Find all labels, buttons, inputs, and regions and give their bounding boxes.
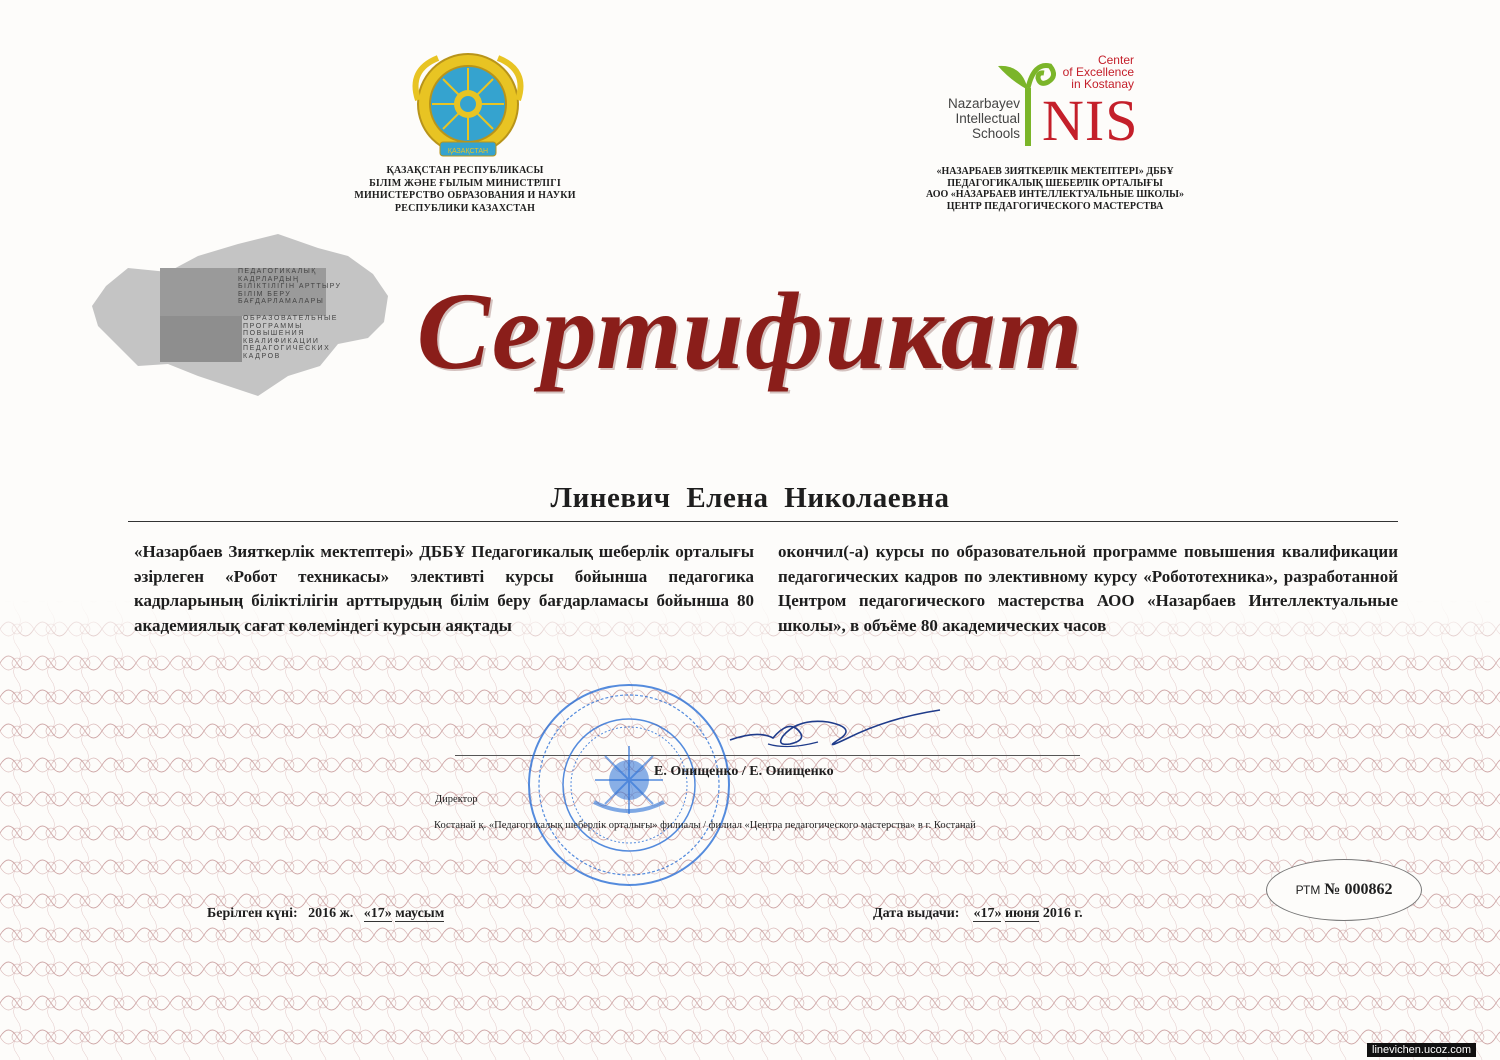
nis-caption-line: of Excellence <box>1062 65 1134 79</box>
program-ru-line: ПРОГРАММЫ <box>243 322 303 330</box>
ministry-line: МИНИСТЕРСТВО ОБРАЗОВАНИЯ И НАУКИ <box>354 190 576 201</box>
certificate-title: Сертификат <box>416 270 1084 392</box>
signatory-position: Директор <box>435 794 478 805</box>
program-kz-line: ПЕДАГОГИКАЛЫҚ <box>238 268 317 275</box>
recipient-name: Линевич Елена Николаевна <box>550 482 950 514</box>
issue-date-label: Берілген күні: <box>207 906 298 921</box>
watermark-url: linevichen.ucoz.com <box>1367 1043 1476 1057</box>
nis-caption-line: in Kostanay <box>1071 77 1134 91</box>
issue-date-kz <box>207 906 444 922</box>
nis-org-line: «НАЗАРБАЕВ ЗИЯТКЕРЛІК МЕКТЕПТЕРІ» ДББҰ <box>936 166 1174 177</box>
program-kz-line: БІЛІКТІЛІГІН АРТТЫРУ <box>238 283 342 291</box>
serial-number-badge <box>1266 859 1422 921</box>
nis-organization <box>905 166 1205 212</box>
nis-org-line: ПЕДАГОГИКАЛЫҚ ШЕБЕРЛІК ОРТАЛЫҒЫ <box>947 177 1163 189</box>
program-ru-line: ПЕДАГОГИЧЕСКИХ <box>243 345 331 353</box>
program-ru-line: ОБРАЗОВАТЕЛЬНЫЕ <box>243 315 339 322</box>
nis-name-line: Schools <box>971 126 1020 141</box>
name-underline <box>128 521 1398 522</box>
body-text-ru: окончил(-а) курсы по образовательной программе повышения квалификации педагогических кадров по элективному курсу «Робототехника», разработанной Центром педагогического мастерства АОО «Назарбаев Интеллектуальные школы», в объёме 80 академических часов <box>778 542 1398 635</box>
official-stamp-icon <box>524 680 734 890</box>
serial-number-sign: № <box>1324 881 1341 898</box>
emblem-text: ҚАЗАҚСТАН <box>447 148 489 155</box>
program-kz-line: КАДРЛАРДЫҢ <box>238 275 300 283</box>
issue-date-label: Дата выдачи: <box>873 906 960 921</box>
issue-date-month: маусым <box>395 906 445 921</box>
nis-org-line: АОО «НАЗАРБАЕВ ИНТЕЛЛЕКТУАЛЬНЫЕ ШКОЛЫ» <box>926 189 1184 200</box>
signatory-name: Е. Онищенко / Е. Онищенко <box>654 764 834 779</box>
kazakhstan-emblem-icon <box>408 50 528 162</box>
ministry-name <box>330 165 600 215</box>
issue-date-ru <box>873 906 1083 922</box>
program-kz-line: БАҒДАРЛАМАЛАРЫ <box>238 298 325 306</box>
issue-date-day: «17» <box>363 906 392 921</box>
ministry-line: РЕСПУБЛИКИ КАЗАХСТАН <box>394 202 536 214</box>
nis-name-line: Intellectual <box>955 111 1020 126</box>
nis-caption-line: Center <box>1097 53 1134 67</box>
body-text-kz: «Назарбаев Зияткерлік мектептері» ДББҰ Педагогикалық шеберлік орталығы әзірлеген «Робот техникасы» элективті курсы бойынша педагогика кадрларының біліктілігін арттырудың білім беру бағдарламасы бойынша 80 академиялық сағат көлеміндегі курсын аяқтады <box>134 542 754 635</box>
ministry-line: ҚАЗАҚСТАН РЕСПУБЛИКАСЫ <box>386 165 544 176</box>
issue-date-year: 2016 г. <box>1042 906 1083 921</box>
issue-date-month: июня <box>1004 906 1040 921</box>
nis-abbreviation: NIS <box>1042 88 1139 153</box>
issue-date-year: 2016 ж. <box>308 906 354 921</box>
issue-date-day: «17» <box>973 906 1002 921</box>
nis-logo <box>936 52 1171 152</box>
nis-caption <box>1056 54 1134 90</box>
program-ru-line: КВАЛИФИКАЦИИ <box>243 337 320 345</box>
ministry-line: БІЛІМ ЖӘНЕ ҒЫЛЫМ МИНИСТРЛІГІ <box>369 177 561 189</box>
program-ru-line: КАДРОВ <box>243 352 281 360</box>
program-ru-line: ПОВЫШЕНИЯ <box>243 330 305 338</box>
serial-number: 000862 <box>1344 881 1393 898</box>
program-kz-line: БІЛІМ БЕРУ <box>238 290 292 298</box>
issuing-branch: Костанай қ. «Педагогикалық шеберлік орталығы» филиалы / филиал «Центра педагогического мастерства» в г. Костанай <box>434 820 976 831</box>
serial-prefix: РТМ <box>1295 883 1321 897</box>
nis-name-line: Nazarbayev <box>947 96 1020 111</box>
nis-org-line: ЦЕНТР ПЕДАГОГИЧЕСКОГО МАСТЕРСТВА <box>946 200 1164 212</box>
handwritten-signature <box>728 700 943 770</box>
nis-school-name <box>936 96 1020 141</box>
